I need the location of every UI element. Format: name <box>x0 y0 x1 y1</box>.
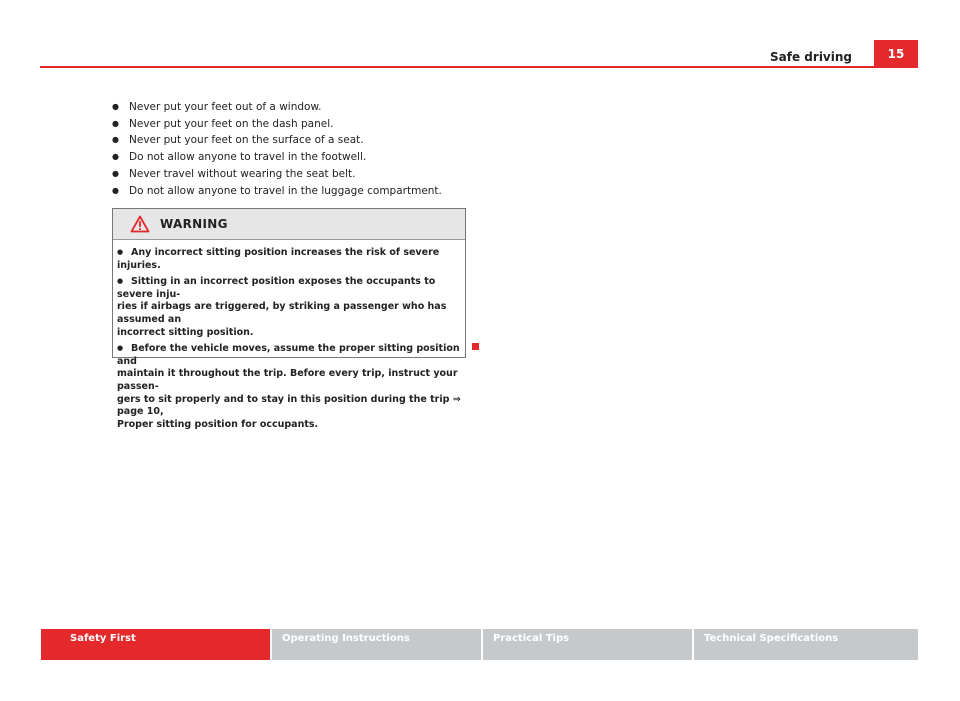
tab-operating-instructions[interactable]: Operating Instructions <box>272 629 481 660</box>
page-number: 15 <box>874 40 918 67</box>
list-item: ● Never put your feet out of a window. <box>112 99 442 116</box>
warning-item: ● Any incorrect sitting position increases the risk of severe injuries. <box>117 247 440 271</box>
bullet-list <box>112 99 442 199</box>
warning-title: WARNING <box>160 217 228 231</box>
warning-item: ● Sitting in an incorrect position exposes the occupants to severe inju- ries if airbags are triggered, by striking a passenger who has assumed an incorrect sitting position. <box>117 276 447 338</box>
section-end-marker <box>472 343 479 350</box>
warning-line: Proper sitting position for occupants. <box>117 418 319 430</box>
warning-header <box>113 209 465 240</box>
footer-nav <box>41 629 918 660</box>
list-item: ● Never put your feet on the dash panel. <box>112 116 442 133</box>
warning-body <box>113 240 465 431</box>
warning-line: Any incorrect sitting position increases the risk of severe injuries. <box>117 247 440 271</box>
warning-line: ries if airbags are triggered, by striking a passenger who has assumed an <box>117 301 447 325</box>
warning-triangle-icon <box>130 215 150 233</box>
header-divider <box>40 66 918 68</box>
warning-line: incorrect sitting position. <box>117 326 254 338</box>
warning-line: gers to sit properly and to stay in this position during the trip ⇒ page 10, <box>117 393 461 418</box>
tab-practical-tips[interactable]: Practical Tips <box>483 629 692 660</box>
warning-line: maintain it throughout the trip. Before every trip, instruct your passen- <box>117 368 458 392</box>
page-header-title: Safe driving <box>770 50 852 64</box>
warning-item: ● Before the vehicle moves, assume the proper sitting position and maintain it throughout the trip. Before every trip, instruct your passen- gers to sit properly and to stay in this position during the trip ⇒ page 10, Proper sitting position for occupants. <box>117 343 461 430</box>
list-item: ● Never travel without wearing the seat belt. <box>112 166 442 183</box>
warning-box <box>112 208 466 430</box>
list-item: ● Do not allow anyone to travel in the luggage compartment. <box>112 183 442 200</box>
tab-safety-first[interactable]: Safety First <box>41 629 270 660</box>
warning-line: Sitting in an incorrect position exposes the occupants to severe inju- <box>117 276 436 300</box>
list-item: ● Do not allow anyone to travel in the footwell. <box>112 149 442 166</box>
warning-line: Before the vehicle moves, assume the proper sitting position and <box>117 343 460 367</box>
tab-technical-specifications[interactable]: Technical Specifications <box>694 629 918 660</box>
list-item: ● Never put your feet on the surface of a seat. <box>112 132 442 149</box>
